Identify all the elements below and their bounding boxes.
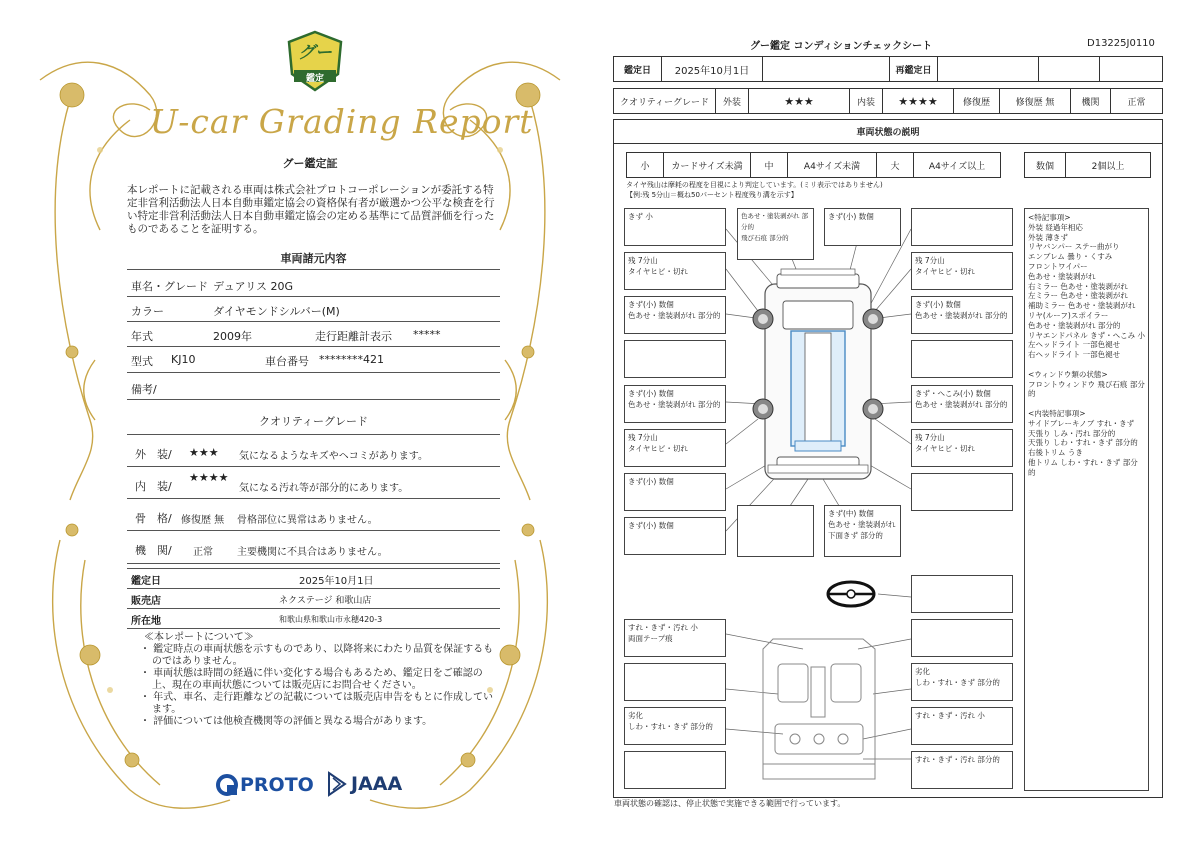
blank-cell (1100, 57, 1162, 81)
notes-line: 左ヘッドライト 一部色褪せ (1028, 340, 1121, 350)
notes-line: 補助ミラー 色あせ・塗装剥がれ (1028, 301, 1136, 311)
proto-logo-text: PROTO (240, 774, 314, 796)
repair-label: 修復歴 (954, 89, 1000, 113)
note-item: ・ 評価については他検査機関等の評価と異なる場合があります。 (140, 716, 433, 727)
spec-row-model (127, 347, 500, 373)
damage-box: きず 小 (624, 208, 726, 246)
notes-spacer (1028, 399, 1145, 409)
steering-wheel-icon (828, 582, 874, 606)
interior-box (624, 663, 726, 701)
grade-row-engine (127, 531, 500, 564)
cert-body: 本レポートに記載される車両は株式会社プロトコーポレーションが委託する特定非営利活動法人日本自動車鑑定協会の資格保有者が厳選かつ公平な検査を行い特定非営利活動法人日本自動車鑑定協会の定める基準にて品質評価を行ったものであることを証明する。 (127, 184, 495, 235)
tire-note-1: タイヤ残山は摩耗の程度を目視により判定しています。(ミリ表示ではありません) (626, 181, 883, 189)
damage-box: きず(小) 数個 色あせ・塗装剥がれ 部分的 (624, 385, 726, 423)
exterior-label: 外 装/ (135, 448, 172, 461)
damage-box: きず(小) 数個 (624, 473, 726, 511)
damage-box-windshield: 色あせ・塗装剥がれ 部分的 飛び石痕 部分的 (737, 208, 814, 260)
year-label: 年式 (131, 330, 153, 343)
footer-row-shop (127, 589, 500, 609)
interior-box (624, 751, 726, 789)
note-item: ・ 鑑定時点の車両状態を示すものであり、以降将来にわたり品質を保証するものではありません。 (140, 644, 494, 667)
proto-logo (216, 772, 314, 798)
date-label: 鑑定日 (131, 576, 161, 587)
notes-line: 右ミラー 色あせ・塗装剥がれ (1028, 281, 1128, 291)
damage-box: きず(小) 数個 (624, 517, 726, 555)
chassis-value: ********421 (319, 353, 384, 366)
damage-box: きず(小) 数個 色あせ・塗装剥がれ 部分的 (624, 296, 726, 334)
steering-box (911, 575, 1013, 613)
notes-line: <内装特記事項> (1028, 408, 1086, 418)
proto-mark-icon (216, 774, 238, 796)
notes-line: <ウィンドウ類の状態> (1028, 369, 1108, 379)
damage-box: きず(小) 数個 色あせ・塗装剥がれ 部分的 (911, 296, 1013, 334)
notes-line: 天張り しわ・すれ・きず 部分的 (1028, 438, 1138, 448)
badge-sub-label: 鑑定 (305, 74, 324, 84)
interior-box: 劣化 しわ・すれ・きず 部分的 (624, 707, 726, 745)
notes-heading: ≪本レポートについて≫ (144, 632, 254, 643)
legend-medium: 中 (751, 153, 788, 177)
notes-line: 外装 薄きず (1028, 232, 1068, 242)
jaaa-logo (327, 770, 402, 798)
footer-note: 車両状態の確認は、停止状態で実施できる範囲で行っています。 (614, 799, 846, 808)
legend-small-desc: カードサイズ未満 (664, 153, 751, 177)
car-top-view-icon (753, 269, 883, 479)
damage-box-underbody: きず(中) 数個 色あせ・塗装剥がれ 下面きず 部分的 (824, 505, 901, 557)
notes-line: 右ヘッドライト 一部色褪せ (1028, 350, 1121, 360)
note-item: ・ 車両状態は時間の経過に伴い変化する場合もあるため、鑑定日をご確認の上、現在の車両状態については販売店にお問合せください。 (140, 668, 483, 691)
spec-row-year (127, 322, 500, 347)
model-value: KJ10 (171, 353, 196, 366)
year-value: 2009年 (213, 330, 252, 343)
grade-row (613, 88, 1163, 114)
tire-box: 残 7分山 タイヤヒビ・切れ (911, 252, 1013, 290)
damage-box (911, 340, 1013, 378)
notes-line: フロントワイパー (1028, 261, 1088, 271)
goo-kantei-badge (286, 30, 344, 92)
interior-box (911, 619, 1013, 657)
notes-line: 外装 経過年相応 (1028, 222, 1083, 232)
notes-line: エンブレム 曇り・くすみ (1028, 252, 1113, 262)
date-value: 2025年10月1日 (662, 57, 763, 81)
ext-label: 外装 (716, 89, 749, 113)
damage-box: きず・へこみ(小) 数個 色あせ・塗装剥がれ 部分的 (911, 385, 1013, 423)
date-row (613, 56, 1163, 82)
date-label: 鑑定日 (614, 57, 662, 81)
spec-row-name (127, 270, 500, 297)
tire-box: 残 7分山 タイヤヒビ・切れ (624, 429, 726, 467)
name-value: デュアリス 20G (213, 280, 294, 293)
chassis-label: 車台番号 (265, 355, 309, 368)
condition-heading: 車両状態の説明 (856, 128, 920, 138)
name-label: 車名・グレード (131, 280, 208, 293)
exterior-text: 気になるようなキズやヘコミがあります。 (239, 451, 428, 462)
notes-line: リヤバンパー ステー曲がり (1028, 242, 1120, 252)
badge-glyph: グー (298, 43, 332, 63)
grade-row-exterior (127, 435, 500, 467)
int-label: 内装 (850, 89, 883, 113)
quality-grade-label: クオリティーグレード (614, 89, 716, 113)
blank-cell (1039, 57, 1100, 81)
shop-label: 販売店 (131, 596, 161, 607)
engine-value: 正常 (193, 547, 213, 558)
car-interior-icon (763, 639, 875, 779)
report-script-title: U-car Grading Report (150, 102, 534, 141)
interior-label: 内 装/ (135, 480, 172, 493)
engine-text: 主要機関に不具合はありません。 (237, 547, 388, 558)
notes-line: <特記事項> (1028, 213, 1071, 222)
cert-heading: グー鑑定証 (282, 157, 338, 170)
damage-box: きず(小) 数個 (824, 208, 901, 246)
notes-line: 他トリム しわ・すれ・きず 部分的 (1028, 457, 1138, 477)
date-blank (763, 57, 890, 81)
legend-small: 小 (627, 153, 664, 177)
interior-box: すれ・きず・汚れ 部分的 (911, 751, 1013, 789)
notes-line: サイドブレーキノブ すれ・きず (1028, 418, 1135, 428)
grade-row-frame (127, 499, 500, 531)
shop-value: ネクステージ 和歌山店 (279, 596, 372, 606)
repair-value: 修復歴 無 (1000, 89, 1071, 113)
legend-count: 数個 (1025, 153, 1066, 177)
spec-row-color (127, 297, 500, 322)
interior-text: 気になる汚れ等が部分的にあります。 (239, 483, 409, 494)
notes-line: 天張り しみ・汚れ 部分的 (1028, 428, 1116, 438)
tire-box: 残 7分山 タイヤヒビ・切れ (624, 252, 726, 290)
sheet-title: グー鑑定 コンディションチェックシート (750, 41, 933, 52)
notes-spacer (1028, 360, 1145, 370)
engine-value: 正常 (1127, 97, 1146, 108)
int-stars: ★★★★ (883, 89, 954, 113)
notes-line: 色あせ・塗装剥がれ 部分的 (1028, 320, 1121, 330)
engine-label: 機関 (1071, 89, 1111, 113)
date-value: 2025年10月1日 (299, 576, 374, 587)
addr-value: 和歌山県和歌山市永穂420-3 (279, 615, 383, 624)
frame-text: 骨格部位に異常はありません。 (237, 515, 378, 526)
interior-box: すれ・きず・汚れ 小 両面テープ痕 (624, 619, 726, 657)
legend-count-desc: 2個以上 (1091, 161, 1125, 172)
damage-box (737, 505, 814, 557)
tire-note-2: 【例:残 5分山＝概ね50パーセント程度残り溝を示す】 (626, 191, 798, 199)
jaaa-logo-text: JAAA (351, 773, 403, 795)
legend-large: 大 (877, 153, 914, 177)
notes-line: 左ミラー 色あせ・塗装剥がれ (1028, 291, 1128, 301)
model-label: 型式 (131, 355, 153, 368)
color-value: ダイヤモンドシルバー(M) (213, 305, 340, 318)
engine-label: 機 関/ (135, 544, 172, 557)
mileage-value: ***** (413, 328, 441, 341)
sheet-id: D13225J0110 (1087, 38, 1155, 49)
spec-row-remarks (127, 373, 500, 400)
ext-stars: ★★★ (749, 89, 850, 113)
exterior-stars: ★★★ (189, 446, 219, 459)
notes-block (140, 632, 495, 728)
grade-heading: クオリティーグレード (259, 415, 368, 428)
special-notes (1024, 208, 1149, 791)
notes-line: リヤ(ルーフ)スポイラー (1028, 310, 1109, 320)
notes-line: 右後トリム うき (1028, 448, 1083, 458)
interior-stars: ★★★★ (189, 471, 229, 484)
notes-line: リヤエンドパネル きず・へこみ 小 (1028, 330, 1145, 340)
condition-check-sheet (600, 0, 1200, 848)
re-appraisal-label: 再鑑定日 (890, 57, 938, 81)
frame-value: 修復歴 無 (181, 515, 225, 526)
footer-row-address (127, 609, 500, 629)
damage-box (624, 340, 726, 378)
damage-box (911, 208, 1013, 246)
note-item: ・ 年式、車名、走行距離などの記載については販売店申告をもとに作成しています。 (140, 692, 493, 715)
mileage-label: 走行距離計表示 (315, 330, 392, 343)
remarks-label: 備考/ (131, 383, 157, 396)
notes-line: フロントウィンドウ 飛び石痕 部分的 (1028, 379, 1145, 399)
tire-box: 残 7分山 タイヤヒビ・切れ (911, 429, 1013, 467)
interior-box: 劣化 しわ・すれ・きず 部分的 (911, 663, 1013, 701)
interior-box: すれ・きず・汚れ 小 (911, 707, 1013, 745)
grade-row-interior (127, 467, 500, 499)
legend-large-desc: A4サイズ以上 (928, 161, 986, 172)
notes-line: 色あせ・塗装剥がれ (1028, 271, 1096, 281)
re-appraisal-value (938, 57, 1039, 81)
addr-label: 所在地 (131, 616, 161, 627)
legend-medium-desc: A4サイズ未満 (788, 153, 877, 177)
damage-box (911, 473, 1013, 511)
jaaa-mark-icon (327, 771, 347, 797)
color-label: カラー (131, 305, 164, 318)
spec-heading: 車両諸元内容 (280, 252, 347, 265)
footer-row-date (127, 569, 500, 589)
frame-label: 骨 格/ (135, 512, 172, 525)
